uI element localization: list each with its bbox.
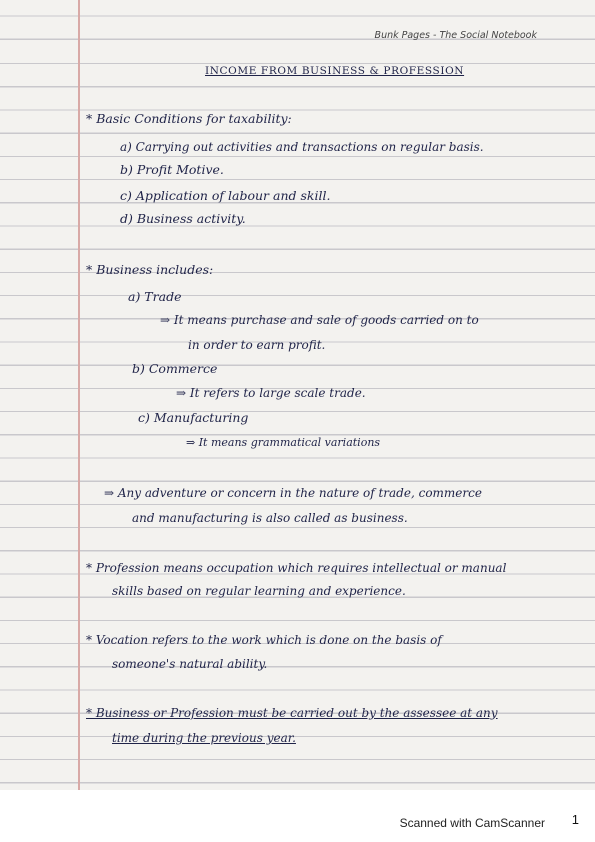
trade-definition-line-2: in order to earn profit. <box>188 338 326 352</box>
item-trade: a) Trade <box>128 289 182 304</box>
page-number: 1 <box>571 812 579 827</box>
camscanner-label: Scanned with CamScanner <box>399 816 545 830</box>
adventure-line-2: and manufacturing is also called as business. <box>132 511 408 525</box>
adventure-line-1: ⇒ Any adventure or concern in the nature of trade, commerce <box>104 486 482 500</box>
vocation-line-1: * Vocation refers to the work which is done on the basis of <box>86 633 442 647</box>
item-manufacturing: c) Manufacturing <box>138 410 249 425</box>
business-profession-line-2: time during the previous year. <box>112 731 296 745</box>
trade-definition-line-1: ⇒ It means purchase and sale of goods carried on to <box>160 313 479 327</box>
profession-line-2: skills based on regular learning and experience. <box>112 584 406 598</box>
margin-line <box>78 0 80 790</box>
condition-b: b) Profit Motive. <box>120 162 224 177</box>
notebook-watermark: Bunk Pages - The Social Notebook <box>374 30 537 41</box>
manufacturing-definition: ⇒ It means grammatical variations <box>186 436 381 449</box>
heading-business-includes: * Business includes: <box>86 262 214 277</box>
item-commerce: b) Commerce <box>132 361 218 376</box>
condition-c: c) Application of labour and skill. <box>120 188 331 203</box>
condition-d: d) Business activity. <box>120 211 246 226</box>
condition-a: a) Carrying out activities and transactions on regular basis. <box>120 140 484 154</box>
business-profession-line-1: * Business or Profession must be carried out by the assessee at any <box>86 706 498 720</box>
commerce-definition: ⇒ It refers to large scale trade. <box>176 386 366 400</box>
profession-line-1: * Profession means occupation which requires intellectual or manual <box>86 561 507 575</box>
page-title: INCOME FROM BUSINESS & PROFESSION <box>205 65 465 77</box>
vocation-line-2: someone's natural ability. <box>112 657 268 671</box>
heading-basic-conditions: * Basic Conditions for taxability: <box>86 111 292 126</box>
